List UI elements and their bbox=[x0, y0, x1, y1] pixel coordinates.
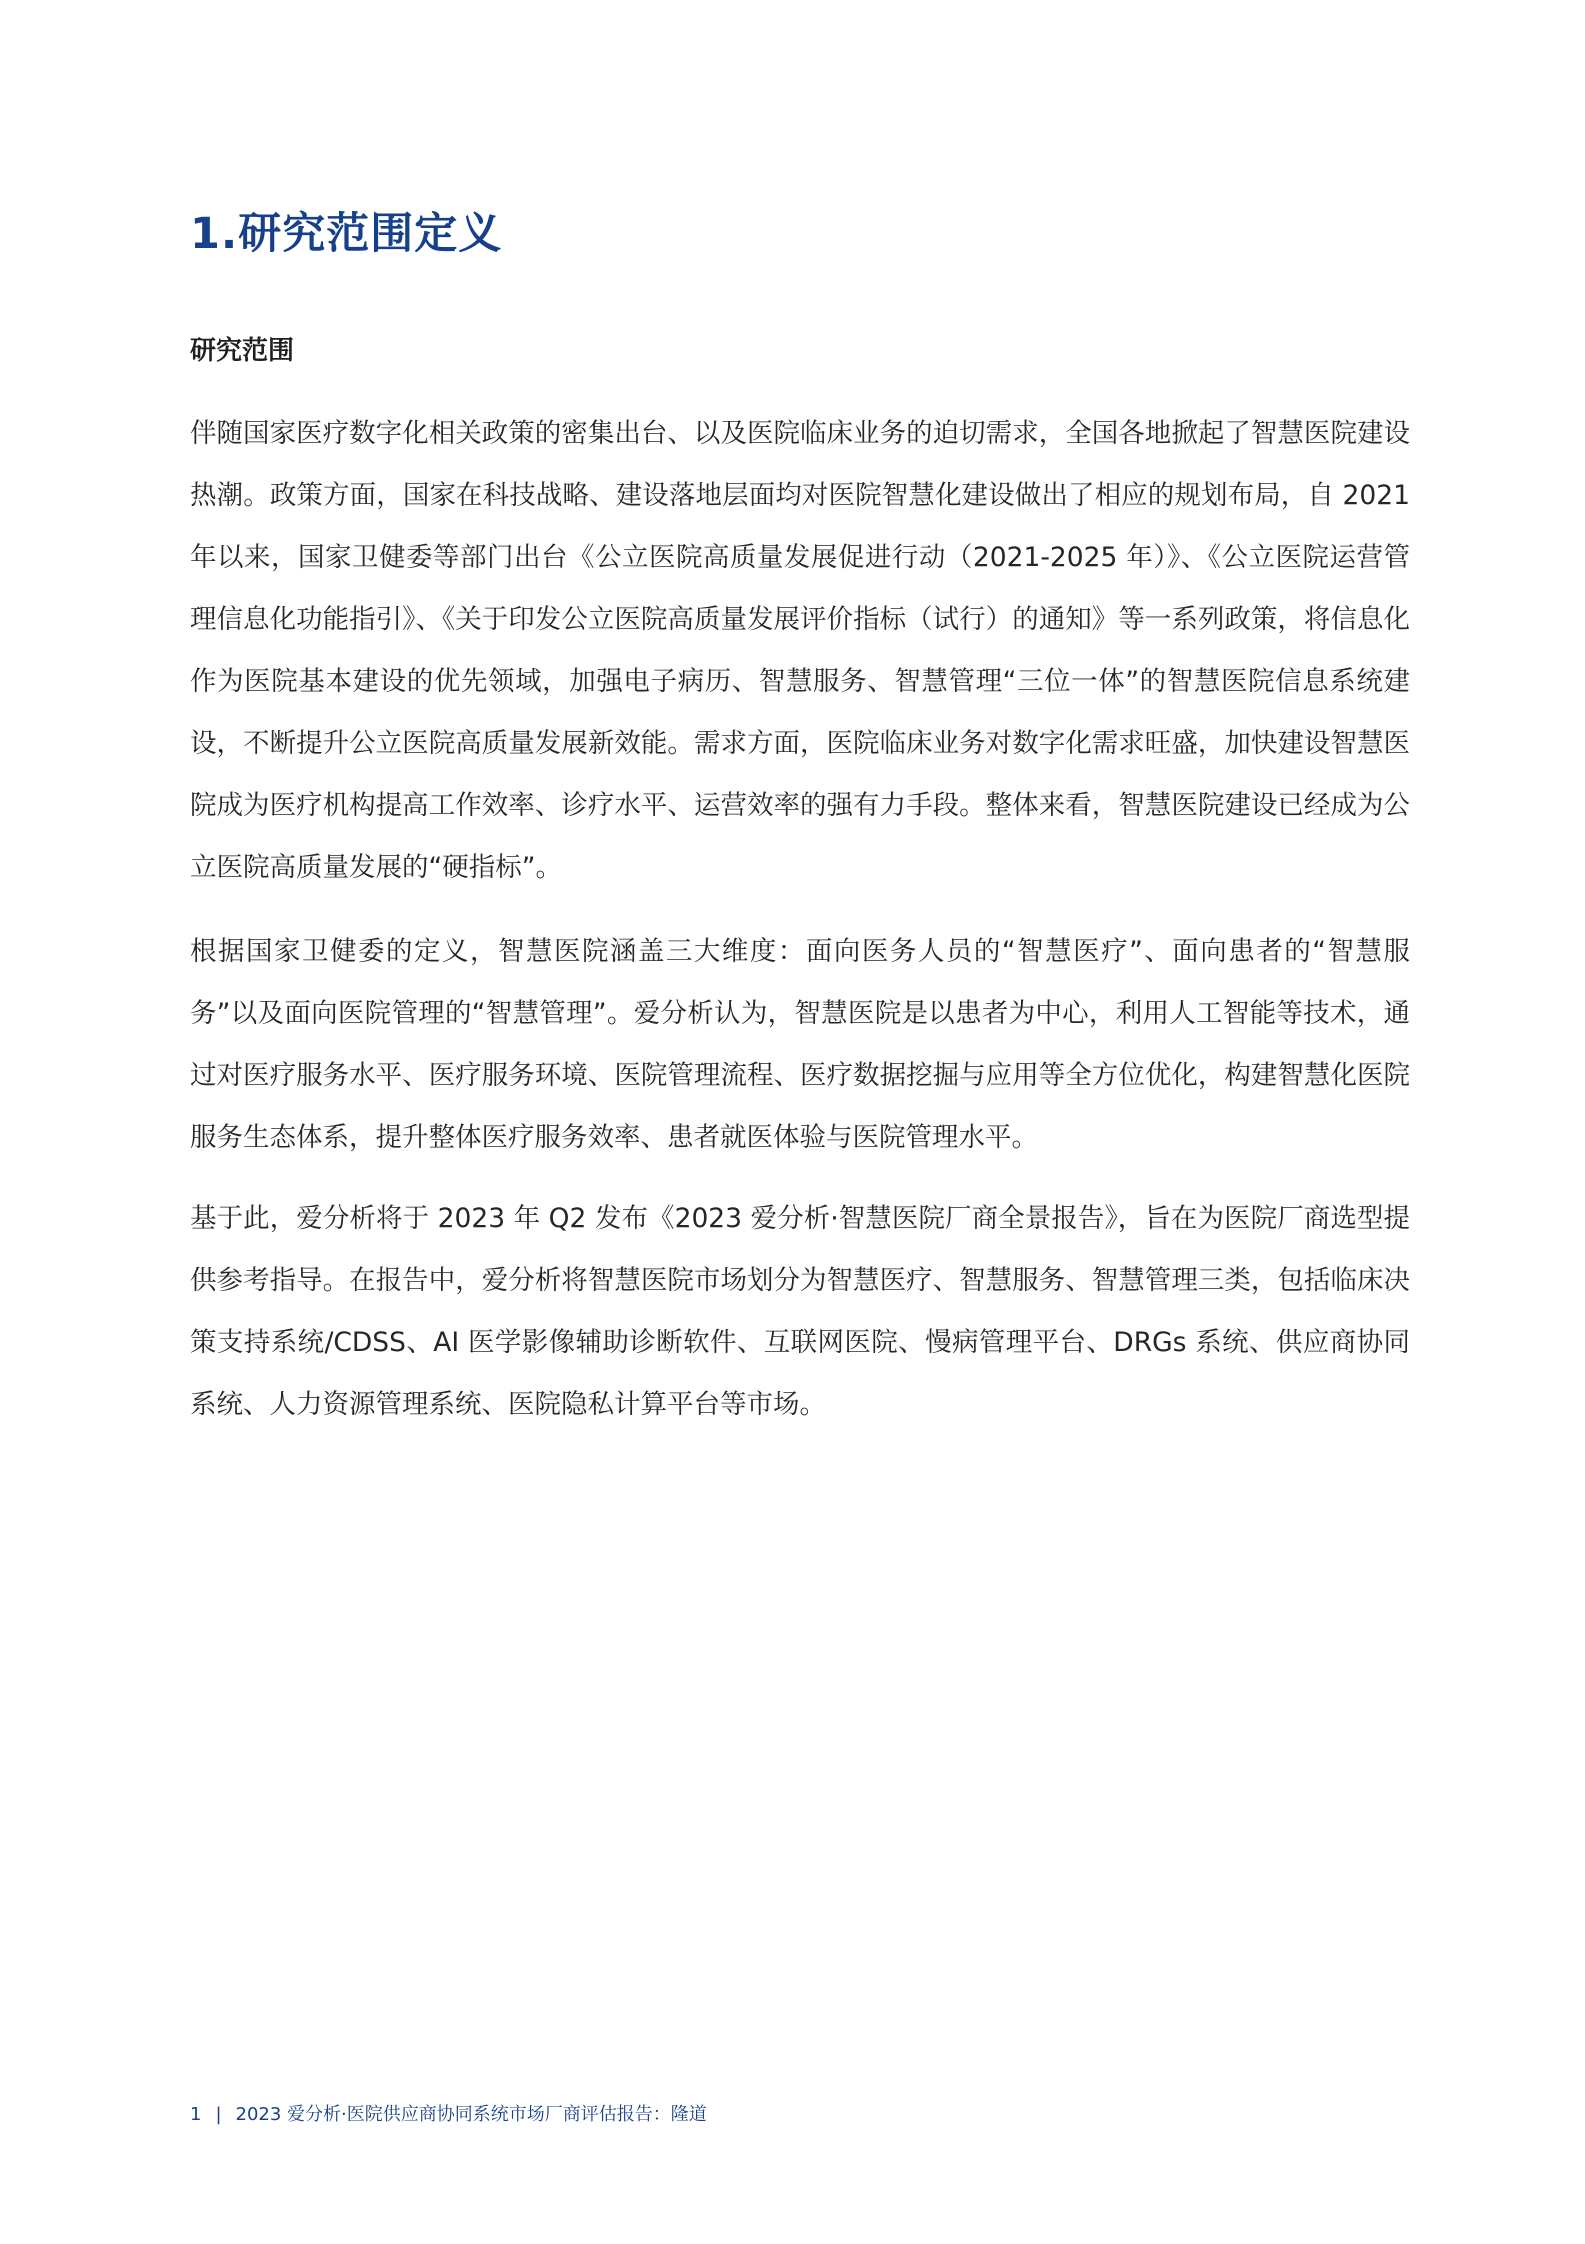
subsection-heading: 研究范围 bbox=[190, 336, 295, 366]
footer-separator: | bbox=[215, 2104, 222, 2125]
footer-report-title: 2023 爱分析·医院供应商协同系统市场厂商评估报告：隆道 bbox=[235, 2104, 707, 2125]
section-title: 1.研究范围定义 bbox=[190, 209, 503, 259]
page-number: 1 bbox=[190, 2104, 202, 2125]
paragraph-report-scope: 基于此，爱分析将于 2023 年 Q2 发布《2023 爱分析·智慧医院厂商全景报告》，旨在为医院厂商选型提供参考指导。在报告中，爱分析将智慧医院市场划分为智慧医疗、智慧服务、智慧管理三类，包括临床决策支持系统/CDSS、AI 医学影像辅助诊断软件、互联网医院、慢病管理平台、DRGs 系统、供应商协同系统、人力资源管理系统、医院隐私计算平台等市场。 bbox=[190, 1203, 1410, 1420]
paragraph-definition: 根据国家卫健委的定义，智慧医院涵盖三大维度：面向医务人员的“智慧医疗”、面向患者的“智慧服务”以及面向医院管理的“智慧管理”。爱分析认为，智慧医院是以患者为中心，利用人工智能等技术，通过对医疗服务水平、医疗服务环境、医院管理流程、医疗数据挖掘与应用等全方位优化，构建智慧化医院服务生态体系，提升整体医疗服务效率、患者就医体验与医院管理水平。 bbox=[190, 936, 1410, 1153]
page-footer bbox=[190, 2100, 707, 2126]
paragraph-policy-background: 伴随国家医疗数字化相关政策的密集出台、以及医院临床业务的迫切需求，全国各地掀起了智慧医院建设热潮。政策方面，国家在科技战略、建设落地层面均对医院智慧化建设做出了相应的规划布局，自 2021 年以来，国家卫健委等部门出台《公立医院高质量发展促进行动（2021-2025 年）》、《公立医院运营管理信息化功能指引》、《关于印发公立医院高质量发展评价指标（试行）的通知》等一系列政策，将信息化作为医院基本建设的优先领域，加强电子病历、智慧服务、智慧管理“三位一体”的智慧医院信息系统建设，不断提升公立医院高质量发展新效能。需求方面，医院临床业务对数字化需求旺盛，加快建设智慧医院成为医疗机构提高工作效率、诊疗水平、运营效率的强有力手段。整体来看，智慧医院建设已经成为公立医院高质量发展的“硬指标”。 bbox=[190, 418, 1410, 883]
